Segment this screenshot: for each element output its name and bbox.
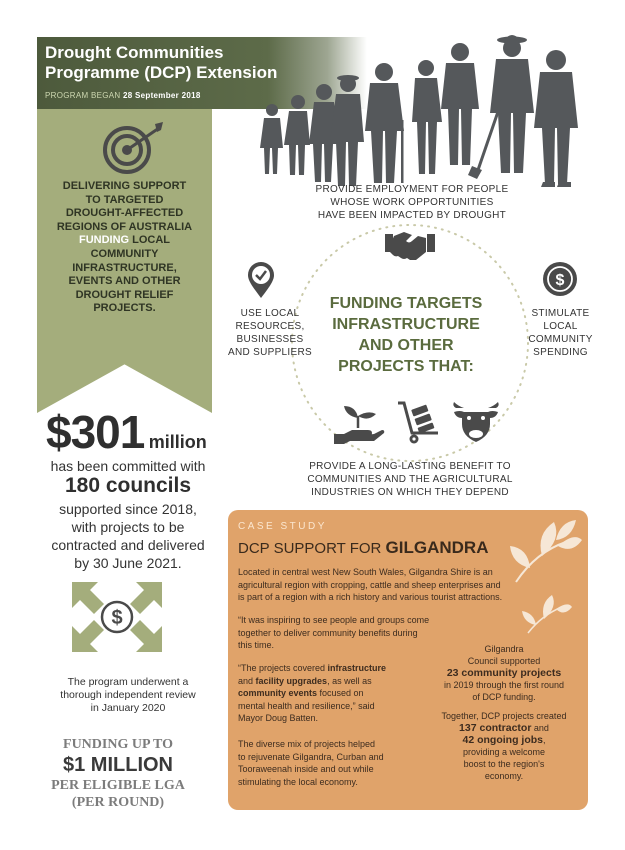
began-date: 28 September 2018 xyxy=(123,91,201,100)
case-text: focused on xyxy=(317,688,364,698)
commitment-amount xyxy=(46,405,207,459)
case-line xyxy=(238,675,428,688)
case-line: stimulating the local economy. xyxy=(238,776,358,787)
commitment-line: by 30 June 2021. xyxy=(74,555,182,571)
contractor-count: 137 contractor xyxy=(459,722,532,734)
target-line: HAVE BEEN IMPACTED BY DROUGHT xyxy=(317,210,507,221)
mission-text xyxy=(46,180,203,316)
case-bold: community events xyxy=(238,688,318,698)
councils-count: 180 councils xyxy=(64,474,192,497)
committed-text: has been committed with xyxy=(50,458,206,474)
trolley-icon xyxy=(396,401,444,445)
case-intro xyxy=(238,566,580,604)
handshake-icon xyxy=(385,226,435,260)
began-label: PROGRAM BEGAN xyxy=(45,91,121,100)
case-quote-2 xyxy=(238,662,428,725)
case-title-prefix: DCP SUPPORT FOR xyxy=(238,540,386,557)
mission-line: INFRASTRUCTURE, xyxy=(72,261,177,274)
case-line: in 2019 through the first round xyxy=(443,680,565,690)
funding-cap xyxy=(40,736,196,811)
target-line: COMMUNITY xyxy=(528,334,593,345)
target-line: SPENDING xyxy=(533,347,588,358)
case-title-place: GILGANDRA xyxy=(385,538,489,557)
commitment-details xyxy=(30,500,226,572)
location-check-icon xyxy=(246,261,276,299)
people-silhouettes xyxy=(250,30,590,190)
case-text: “The projects covered xyxy=(238,663,328,673)
case-stat-jobs xyxy=(424,710,584,782)
target-line: LOCAL xyxy=(543,321,578,332)
target-line: AND SUPPLIERS xyxy=(228,347,312,358)
target-line: WHOSE WORK OPPORTUNITIES xyxy=(330,197,494,208)
case-text: , as well as xyxy=(327,675,372,686)
target-line: PROVIDE A LONG-LASTING BENEFIT TO xyxy=(309,461,511,472)
case-line: together to deliver community benefits during xyxy=(238,627,418,638)
mission-line: TO TARGETED xyxy=(85,193,164,206)
mission-line xyxy=(46,234,203,248)
mission-line: DELIVERING SUPPORT xyxy=(62,180,187,192)
case-line: this time. xyxy=(238,640,275,650)
case-study-title xyxy=(238,538,489,558)
title-line-2: Programme (DCP) Extension xyxy=(45,63,278,82)
case-line: The diverse mix of projects helped xyxy=(238,739,376,749)
dollar-coin-icon xyxy=(541,260,579,298)
mission-line-rest: LOCAL xyxy=(129,234,171,247)
mission-line: REGIONS OF AUSTRALIA xyxy=(56,220,193,233)
heading-line: PROJECTS THAT: xyxy=(338,358,474,375)
heading-line: FUNDING TARGETS xyxy=(329,295,483,312)
case-line: of DCP funding. xyxy=(472,692,536,702)
target-line: INDUSTRIES ON WHICH THEY DEPEND xyxy=(311,487,509,498)
case-line: economy. xyxy=(484,771,524,781)
target-line: COMMUNITIES AND THE AGRICULTURAL xyxy=(307,474,513,485)
program-began xyxy=(45,91,201,100)
case-line: Located in central west New South Wales, Gilgandra Shire is an xyxy=(238,567,493,577)
amount-unit: million xyxy=(148,432,207,452)
funding-cap-line: FUNDING UP TO xyxy=(63,737,173,752)
target-line: STIMULATE xyxy=(531,308,590,319)
commitment-line: supported since 2018, xyxy=(59,501,197,517)
cow-icon xyxy=(452,402,500,444)
mission-line: EVENTS AND OTHER xyxy=(68,275,181,288)
page-title xyxy=(45,43,277,83)
funding-targets-heading xyxy=(327,293,485,377)
case-study-label: CASE STUDY xyxy=(238,521,327,532)
review-line: in January 2020 xyxy=(90,702,166,714)
target-local xyxy=(225,307,315,359)
target-line: USE LOCAL xyxy=(240,308,300,319)
case-line xyxy=(238,687,428,700)
review-line: The program underwent a xyxy=(67,676,189,688)
target-line: PROVIDE EMPLOYMENT FOR PEOPLE xyxy=(315,184,509,195)
case-line: mental health and resilience,” said xyxy=(238,700,375,711)
case-line: Tooraweenah inside and out while xyxy=(238,764,374,774)
arrows-dollar-icon xyxy=(68,578,166,656)
case-line: Gilgandra xyxy=(484,644,524,654)
case-line: providing a welcome xyxy=(462,747,546,757)
target-arrow-icon xyxy=(97,120,169,176)
title-line-1: Drought Communities xyxy=(45,43,224,62)
case-mix xyxy=(238,738,438,788)
target-lasting xyxy=(290,460,530,499)
case-line: Mayor Doug Batten. xyxy=(238,713,319,723)
case-stat-projects xyxy=(424,643,584,703)
target-employment xyxy=(292,183,532,222)
mission-line: COMMUNITY xyxy=(90,247,159,260)
case-line: agricultural region with cropping, cattle and sheep enterprises and xyxy=(238,579,501,590)
mission-line: PROJECTS. xyxy=(93,302,156,315)
case-line xyxy=(238,662,428,675)
mission-line: DROUGHT-AFFECTED xyxy=(65,207,184,220)
target-line: BUSINESSES xyxy=(236,334,304,345)
case-line: is part of a region with a rich history and various tourist attractions. xyxy=(238,592,503,602)
case-text: and xyxy=(238,675,256,686)
svg-text:$: $ xyxy=(111,607,123,629)
case-quote-1 xyxy=(238,614,448,652)
case-text: , xyxy=(542,735,546,745)
case-line: Council supported xyxy=(467,656,541,666)
case-line: Together, DCP projects created xyxy=(441,711,567,721)
projects-count: 23 community projects xyxy=(446,667,562,679)
amount-value: $301 xyxy=(46,406,145,458)
commitment-line: contracted and delivered xyxy=(51,537,205,553)
funding-highlight: FUNDING xyxy=(78,234,130,247)
funding-cap-line: (PER ROUND) xyxy=(71,795,165,810)
svg-text:$: $ xyxy=(555,272,565,289)
mission-line: DROUGHT RELIEF xyxy=(75,288,174,301)
review-text xyxy=(40,676,216,715)
case-text: and xyxy=(531,723,549,733)
commitment-line: with projects to be xyxy=(71,519,185,535)
case-line: boost to the region's xyxy=(463,759,545,769)
review-line: thorough independent review xyxy=(60,689,196,701)
target-stimulate xyxy=(518,307,603,359)
case-bold: infrastructure xyxy=(327,663,387,673)
target-line: RESOURCES, xyxy=(235,321,305,332)
case-line: “It was inspiring to see people and groups come xyxy=(238,615,430,625)
case-bold: facility upgrades xyxy=(255,675,328,686)
jobs-count: 42 ongoing jobs xyxy=(462,734,543,746)
funding-cap-amount: $1 MILLION xyxy=(62,754,173,776)
heading-line: INFRASTRUCTURE xyxy=(332,316,480,333)
heading-line: AND OTHER xyxy=(358,337,454,354)
case-line: to rejuvenate Gilgandra, Curban and xyxy=(238,751,384,762)
funding-cap-line: PER ELIGIBLE LGA xyxy=(51,778,185,793)
hand-plant-icon xyxy=(332,404,386,446)
